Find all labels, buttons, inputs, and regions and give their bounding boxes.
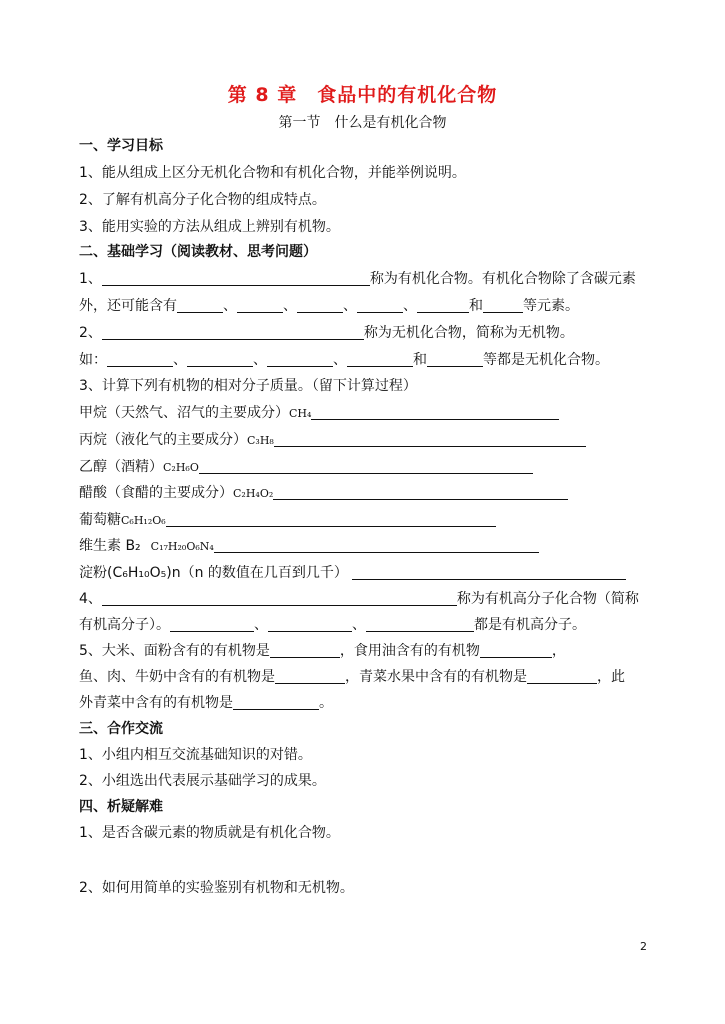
calc-row-methane	[79, 403, 559, 424]
question-number: 1、	[79, 271, 102, 287]
compound-label: 乙醇（酒精）	[79, 459, 163, 475]
separator: 、	[403, 298, 417, 314]
question-2-line-2	[79, 350, 609, 370]
answer-blank[interactable]	[366, 617, 474, 632]
question-1-line-1	[79, 269, 636, 289]
compound-label: 淀粉(C₆H₁₀O₅)n（n 的数值在几百到几千）	[79, 565, 348, 581]
compound-label: 醋酸（食醋的主要成分）	[79, 485, 233, 501]
answer-blank[interactable]	[237, 298, 283, 313]
question-5-line-3	[79, 693, 333, 713]
question-4-line-1	[79, 589, 639, 609]
section-heading-cooperation: 三、合作交流	[79, 721, 163, 737]
compound-label: 葡萄糖	[79, 512, 121, 528]
answer-blank[interactable]	[199, 459, 533, 474]
section-heading-goals: 一、学习目标	[79, 138, 163, 154]
calc-row-starch	[79, 563, 626, 583]
compound-label: 甲烷（天然气、沼气的主要成分）	[79, 405, 289, 421]
section-heading-basic: 二、基础学习（阅读教材、思考问题）	[79, 244, 317, 260]
answer-blank[interactable]	[347, 352, 413, 367]
separator: 、	[223, 298, 237, 314]
question-text: ，	[551, 643, 566, 659]
answer-blank[interactable]	[311, 405, 559, 420]
question-text: ，食用油含有的有机物	[339, 643, 480, 659]
question-text: 5、大米、面粉含有的有机物是	[79, 643, 270, 659]
answer-blank[interactable]	[267, 352, 333, 367]
question-text: 有机高分子）。	[79, 617, 170, 633]
page-number: 2	[640, 940, 647, 953]
question-5-line-1	[79, 641, 566, 661]
separator: 、	[253, 352, 267, 368]
answer-blank[interactable]	[352, 565, 626, 580]
answer-blank[interactable]	[214, 538, 539, 553]
section-subtitle: 第一节 什么是有机化合物	[278, 115, 447, 131]
question-text: 如：	[79, 352, 107, 368]
cooperation-item: 2、小组选出代表展示基础学习的成果。	[79, 773, 326, 789]
separator: 、	[333, 352, 347, 368]
answer-blank[interactable]	[177, 298, 223, 313]
chemical-formula: C₃H₈	[247, 434, 274, 447]
chemical-formula: C₂H₄O₂	[233, 487, 274, 500]
chemical-formula: CH₄	[289, 407, 312, 420]
goal-item: 1、能从组成上区分无机化合物和有机化合物，并能举例说明。	[79, 165, 466, 181]
separator: 、	[352, 617, 366, 633]
answer-blank[interactable]	[273, 485, 568, 500]
answer-blank[interactable]	[274, 432, 586, 447]
discussion-item: 1、是否含碳元素的物质就是有机化合物。	[79, 825, 340, 841]
answer-blank[interactable]	[527, 669, 597, 684]
answer-blank[interactable]	[166, 512, 496, 527]
question-text: 鱼、肉、牛奶中含有的有机物是	[79, 669, 275, 685]
question-number: 4、	[79, 591, 102, 607]
section-heading-discussion: 四、析疑解难	[79, 799, 163, 815]
answer-blank[interactable]	[268, 617, 352, 632]
separator: 、	[283, 298, 297, 314]
question-text: 称为无机化合物，简称为无机物。	[363, 325, 574, 341]
answer-blank[interactable]	[233, 695, 319, 710]
question-text: 称为有机高分子化合物（简称	[456, 591, 639, 607]
answer-blank[interactable]	[483, 298, 523, 313]
chapter-title: 第 8 章 食品中的有机化合物	[227, 84, 498, 106]
question-text: 都是有机高分子。	[474, 617, 586, 633]
separator: 、	[173, 352, 187, 368]
answer-blank[interactable]	[170, 617, 254, 632]
question-5-line-2	[79, 667, 625, 687]
chemical-formula: C₁₇H₂₀O₆N₄	[150, 540, 214, 553]
answer-blank[interactable]	[187, 352, 253, 367]
calc-row-acetic-acid	[79, 483, 568, 504]
question-1-line-2	[79, 296, 579, 316]
question-text: 等元素。	[523, 298, 579, 314]
question-text: ，青菜水果中含有的有机物是	[345, 669, 527, 685]
conjunction: 和	[469, 298, 483, 314]
calc-row-ethanol	[79, 457, 533, 478]
goal-item: 3、能用实验的方法从组成上辨别有机物。	[79, 219, 340, 235]
question-3-intro: 3、计算下列有机物的相对分子质量。（留下计算过程）	[79, 378, 417, 394]
chemical-formula: C₆H₁₂O₆	[121, 514, 166, 527]
answer-blank[interactable]	[107, 352, 173, 367]
answer-blank[interactable]	[417, 298, 469, 313]
cooperation-item: 1、小组内相互交流基础知识的对错。	[79, 747, 312, 763]
separator: 、	[254, 617, 268, 633]
question-text: 称为有机化合物。有机化合物除了含碳元素	[369, 271, 636, 287]
question-text: 外，还可能含有	[79, 298, 177, 314]
separator: 、	[343, 298, 357, 314]
question-4-line-2	[79, 615, 586, 635]
answer-blank[interactable]	[102, 591, 457, 606]
goal-item: 2、了解有机高分子化合物的组成特点。	[79, 192, 326, 208]
answer-blank[interactable]	[102, 271, 370, 286]
question-number: 2、	[79, 325, 102, 341]
discussion-item: 2、如何用简单的实验鉴别有机物和无机物。	[79, 880, 354, 896]
answer-blank[interactable]	[427, 352, 483, 367]
calc-row-propane	[79, 430, 586, 451]
calc-row-glucose	[79, 510, 496, 531]
conjunction: 和	[413, 352, 427, 368]
calc-row-vitamin-b2	[79, 536, 539, 557]
question-text: 。	[319, 695, 333, 711]
answer-blank[interactable]	[297, 298, 343, 313]
question-text: 外青菜中含有的有机物是	[79, 695, 233, 711]
answer-blank[interactable]	[357, 298, 403, 313]
answer-blank[interactable]	[480, 643, 552, 658]
answer-blank[interactable]	[102, 325, 364, 340]
compound-label: 维生素 B₂	[79, 538, 141, 554]
answer-blank[interactable]	[270, 643, 340, 658]
compound-label: 丙烷（液化气的主要成分）	[79, 432, 247, 448]
question-text: 等都是无机化合物。	[483, 352, 609, 368]
chemical-formula: C₂H₆O	[163, 461, 199, 474]
answer-blank[interactable]	[275, 669, 345, 684]
question-2-line-1	[79, 323, 574, 343]
question-text: ，此	[597, 669, 625, 685]
